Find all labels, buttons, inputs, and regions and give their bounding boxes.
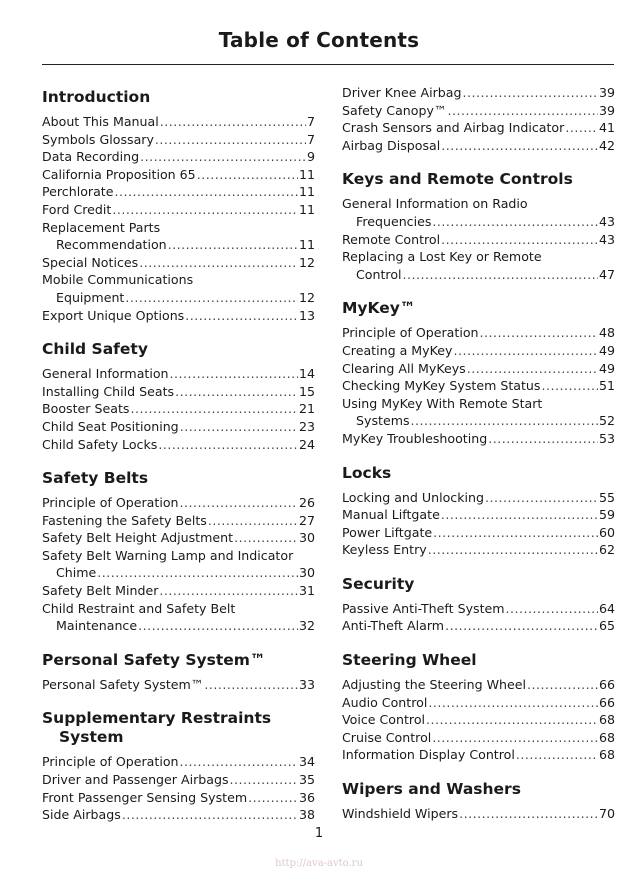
toc-entry-page-number: 31 — [298, 583, 315, 599]
toc-entry[interactable] — [42, 113, 315, 131]
dot-leader — [506, 600, 598, 618]
dot-leader — [488, 430, 598, 448]
toc-entry[interactable] — [342, 746, 615, 764]
toc-entry[interactable] — [342, 248, 615, 283]
section-heading — [342, 780, 615, 799]
section-heading-line: MyKey™ — [342, 299, 416, 318]
toc-entry-page-number: 55 — [598, 489, 615, 505]
toc-entry-title: Passive Anti-Theft System — [342, 600, 505, 616]
dot-leader — [467, 360, 598, 378]
dot-leader — [125, 289, 298, 307]
toc-entry-page-number: 12 — [298, 289, 315, 305]
toc-entry-page-number: 47 — [598, 266, 615, 282]
dot-leader — [130, 400, 298, 418]
dot-leader — [138, 617, 298, 635]
toc-entry-page-number: 7 — [306, 114, 315, 129]
toc-entry-title: Export Unique Options — [42, 307, 185, 323]
toc-entry-title: Fastening the Safety Belts — [42, 512, 207, 528]
toc-entry[interactable] — [342, 541, 615, 559]
toc-section-safety-belts — [42, 469, 315, 635]
toc-entry-title: Personal Safety System™ — [42, 676, 204, 692]
dot-leader — [180, 494, 298, 512]
toc-entry-title: Locking and Unlocking — [342, 489, 484, 505]
toc-entry[interactable] — [342, 489, 615, 507]
toc-entry[interactable] — [342, 377, 615, 395]
dot-leader — [448, 102, 598, 120]
section-heading — [342, 299, 615, 318]
toc-entry-title: Audio Control — [342, 694, 428, 710]
toc-entry-title: Frequencies — [356, 213, 432, 229]
toc-entry-page-number: 14 — [298, 366, 315, 382]
toc-entry-title: Information Display Control — [342, 747, 515, 763]
section-heading — [42, 88, 315, 107]
toc-entry[interactable] — [42, 582, 315, 600]
toc-entry[interactable] — [342, 231, 615, 249]
toc-entry[interactable] — [42, 676, 315, 694]
toc-entry[interactable] — [42, 254, 315, 272]
toc-entry-title-line1: Child Restraint and Safety Belt — [42, 600, 236, 616]
toc-entry-page-number: 59 — [598, 507, 615, 523]
toc-entry-page-number: 9 — [306, 149, 315, 165]
toc-entry-title: Installing Child Seats — [42, 383, 175, 399]
toc-entry[interactable] — [42, 166, 315, 184]
toc-entry[interactable] — [342, 102, 615, 120]
toc-entry[interactable] — [42, 753, 315, 771]
toc-left-column — [42, 84, 315, 840]
toc-section-introduction — [42, 88, 315, 324]
toc-entry-title: Control — [356, 266, 402, 282]
dot-leader — [122, 806, 298, 824]
toc-entry[interactable] — [42, 600, 315, 635]
dot-leader — [234, 529, 298, 547]
toc-entry-title: Ford Credit — [42, 201, 112, 217]
toc-entry[interactable] — [42, 547, 315, 582]
dot-leader — [411, 412, 598, 430]
dot-leader — [432, 213, 598, 231]
dot-leader — [139, 254, 298, 272]
toc-entry-page-number: 34 — [298, 754, 315, 770]
toc-entry-title: Cruise Control — [342, 729, 432, 745]
toc-entry[interactable] — [42, 307, 315, 325]
toc-entry-page-number: 7 — [306, 131, 315, 147]
dot-leader — [112, 201, 298, 219]
dot-leader — [516, 746, 598, 764]
toc-entry[interactable] — [342, 195, 615, 230]
toc-section-steering-wheel — [342, 651, 615, 764]
section-heading-line: System — [59, 728, 124, 747]
toc-entry-title: Front Passenger Sensing System — [42, 789, 248, 805]
dot-leader — [208, 512, 298, 530]
toc-entry-page-number: 39 — [598, 85, 615, 100]
dot-leader — [432, 729, 598, 747]
toc-entry[interactable] — [342, 617, 615, 635]
toc-entry-page-number: 41 — [598, 120, 615, 136]
toc-entry[interactable] — [42, 400, 315, 418]
dot-leader — [565, 119, 598, 137]
toc-entry-page-number: 43 — [598, 213, 615, 229]
dot-leader — [175, 383, 298, 401]
dot-leader — [459, 805, 598, 823]
section-heading — [42, 709, 315, 747]
toc-entry-page-number: 38 — [298, 807, 315, 823]
toc-entry-title: Safety Belt Height Adjustment — [42, 530, 234, 546]
toc-entry[interactable] — [42, 183, 315, 201]
toc-entry-page-number: 15 — [298, 383, 315, 399]
toc-entry-title: Booster Seats — [42, 401, 130, 417]
toc-entry[interactable] — [42, 806, 315, 824]
toc-entry-page-number: 65 — [598, 618, 615, 634]
section-heading — [342, 575, 615, 594]
section-heading — [42, 651, 315, 670]
toc-entry-title-line1: Safety Belt Warning Lamp and Indicator — [42, 547, 294, 563]
dot-leader — [527, 676, 598, 694]
toc-entry-title: Anti-Theft Alarm — [342, 618, 445, 634]
section-heading — [42, 340, 315, 359]
toc-entry[interactable] — [342, 805, 615, 823]
dot-leader — [185, 307, 298, 325]
toc-entry-title: Checking MyKey System Status — [342, 378, 541, 394]
toc-entry-page-number: 26 — [298, 495, 315, 511]
toc-entry[interactable] — [342, 676, 615, 694]
toc-entry-title: About This Manual — [42, 114, 159, 129]
toc-entry-title: Principle of Operation — [42, 495, 179, 511]
section-heading-line: Steering Wheel — [342, 651, 477, 670]
toc-entry-title: Data Recording — [42, 149, 140, 165]
toc-entry-title: Adjusting the Steering Wheel — [342, 677, 527, 693]
toc-entry[interactable] — [342, 506, 615, 524]
toc-section-child-safety — [42, 340, 315, 453]
dot-leader — [248, 789, 298, 807]
toc-entry-title-line1: Replacement Parts — [42, 219, 161, 235]
toc-entry-page-number: 35 — [298, 772, 315, 788]
toc-entry-title: General Information — [42, 366, 169, 382]
toc-entry-title-line1: Using MyKey With Remote Start — [342, 395, 543, 411]
dot-leader — [180, 418, 298, 436]
toc-entry[interactable] — [342, 524, 615, 542]
dot-leader — [180, 753, 298, 771]
toc-entry-title: Child Seat Positioning — [42, 418, 179, 434]
toc-entry-title: Chime — [56, 565, 97, 581]
toc-entry-title: Power Liftgate — [342, 524, 433, 540]
toc-entry-title: Recommendation — [56, 237, 167, 253]
dot-leader — [159, 582, 298, 600]
toc-entry[interactable] — [342, 360, 615, 378]
dot-leader — [433, 524, 598, 542]
toc-entry[interactable] — [42, 148, 315, 166]
section-heading-line: Wipers and Washers — [342, 780, 521, 799]
toc-entry[interactable] — [42, 771, 315, 789]
dot-leader — [426, 711, 598, 729]
toc-entry-page-number: 36 — [298, 789, 315, 805]
page-number: 1 — [314, 826, 324, 841]
dot-leader — [158, 436, 298, 454]
toc-entry[interactable] — [42, 512, 315, 530]
toc-entry[interactable] — [342, 395, 615, 430]
toc-entry[interactable] — [42, 271, 315, 306]
toc-entry-title: Windshield Wipers — [342, 806, 459, 822]
toc-entry-page-number: 68 — [598, 729, 615, 745]
dot-leader — [441, 506, 598, 524]
toc-entry-page-number: 70 — [598, 806, 615, 822]
toc-entry-page-number: 49 — [598, 342, 615, 358]
toc-entry[interactable] — [42, 219, 315, 254]
toc-entry-title: Systems — [356, 413, 410, 429]
toc-entry-title: Safety Belt Minder — [42, 583, 159, 599]
toc-entry-page-number: 39 — [598, 102, 615, 118]
toc-entry-title: Principle of Operation — [342, 325, 479, 341]
toc-entry-page-number: 27 — [298, 512, 315, 528]
toc-entry[interactable] — [342, 694, 615, 712]
toc-entry-page-number: 60 — [598, 524, 615, 540]
toc-entry-page-number: 68 — [598, 712, 615, 728]
toc-entry-title: Driver Knee Airbag — [342, 85, 462, 100]
section-heading-line: Introduction — [42, 88, 151, 106]
toc-entry-title: Creating a MyKey — [342, 342, 453, 358]
toc-entry-title: Driver and Passenger Airbags — [42, 772, 229, 788]
dot-leader — [168, 236, 298, 254]
toc-entry-page-number: 32 — [298, 618, 315, 634]
dot-leader — [463, 84, 598, 102]
dot-leader — [197, 166, 298, 184]
toc-entry-title: Safety Canopy™ — [342, 102, 447, 118]
section-heading-line: Personal Safety System™ — [42, 650, 266, 669]
toc-entry-page-number: 43 — [598, 231, 615, 247]
toc-entry-page-number: 11 — [298, 201, 315, 217]
toc-entry-page-number: 42 — [598, 137, 615, 153]
dot-leader — [428, 541, 598, 559]
toc-entry-title: Clearing All MyKeys — [342, 360, 466, 376]
dot-leader — [115, 183, 298, 201]
section-heading-line: Supplementary Restraints — [42, 709, 272, 728]
toc-entry-page-number: 30 — [298, 565, 315, 581]
toc-entry-title: Equipment — [56, 289, 125, 305]
section-heading-line: Security — [342, 574, 415, 593]
dot-leader — [160, 113, 306, 131]
toc-entry[interactable] — [42, 383, 315, 401]
toc-entry-title-line1: General Information on Radio — [342, 196, 528, 212]
page-title: Table of Contents — [218, 28, 420, 52]
toc-entry-page-number: 64 — [598, 600, 615, 616]
dot-leader — [445, 617, 598, 635]
dot-leader — [441, 231, 598, 249]
dot-leader — [155, 131, 306, 149]
toc-entry-title: Special Notices — [42, 254, 139, 270]
toc-entry-title-line1: Replacing a Lost Key or Remote — [342, 249, 542, 265]
toc-entry-title: Keyless Entry — [342, 542, 427, 558]
dot-leader — [480, 324, 598, 342]
dot-leader — [97, 564, 298, 582]
toc-section-supplementary-restraints — [42, 709, 315, 823]
toc-section-wipers-and-washers — [342, 780, 615, 823]
dot-leader — [453, 342, 598, 360]
toc-entry-page-number: 68 — [598, 747, 615, 763]
toc-entry-title: Perchlorate — [42, 184, 114, 200]
toc-entry[interactable] — [342, 119, 615, 137]
toc-entry-title: Manual Liftgate — [342, 507, 440, 523]
toc-entry-page-number: 12 — [298, 254, 315, 270]
toc-section-personal-safety-system — [42, 651, 315, 694]
toc-entry[interactable] — [342, 342, 615, 360]
footer-url[interactable]: http://ava-avto.ru — [275, 858, 363, 869]
toc-entry-page-number: 23 — [298, 418, 315, 434]
toc-entry-title: Airbag Disposal — [342, 137, 441, 153]
dot-leader — [403, 266, 598, 284]
toc-entry-page-number: 11 — [298, 166, 315, 182]
section-heading-line: Locks — [342, 463, 392, 482]
toc-entry-page-number: 48 — [598, 325, 615, 341]
toc-entry-page-number: 21 — [298, 401, 315, 417]
toc-entry-page-number: 11 — [298, 237, 315, 253]
toc-entry-title: Remote Control — [342, 231, 441, 247]
section-heading — [342, 170, 615, 189]
section-heading-line: Keys and Remote Controls — [342, 170, 573, 189]
title-divider — [42, 64, 614, 65]
dot-leader — [204, 676, 298, 694]
toc-entry-title: MyKey Troubleshooting — [342, 430, 488, 446]
dot-leader — [485, 489, 598, 507]
toc-entry-title: Maintenance — [56, 618, 138, 634]
toc-entry-page-number: 66 — [598, 694, 615, 710]
section-heading — [342, 651, 615, 670]
toc-entry[interactable] — [42, 131, 315, 149]
toc-entry[interactable] — [42, 789, 315, 807]
toc-entry-title: Child Safety Locks — [42, 436, 158, 452]
dot-leader — [170, 365, 298, 383]
toc-entry-page-number: 62 — [598, 542, 615, 558]
toc-entry-page-number: 13 — [298, 307, 315, 323]
toc-entry[interactable] — [42, 418, 315, 436]
toc-entry[interactable] — [342, 711, 615, 729]
toc-entry[interactable] — [42, 436, 315, 454]
section-heading — [42, 469, 315, 488]
toc-entry-page-number: 51 — [598, 378, 615, 394]
section-heading-line: Child Safety — [42, 340, 148, 359]
toc-entry[interactable] — [342, 729, 615, 747]
toc-entry[interactable] — [342, 600, 615, 618]
section-heading-line: Safety Belts — [42, 469, 149, 488]
toc-entry-title: Voice Control — [342, 712, 426, 728]
toc-entry-title: Symbols Glossary — [42, 131, 154, 147]
toc-entry[interactable] — [342, 324, 615, 342]
toc-entry[interactable] — [342, 84, 615, 102]
toc-section-continued — [342, 84, 615, 154]
dot-leader — [140, 148, 306, 166]
toc-entry[interactable] — [42, 529, 315, 547]
dot-leader — [441, 137, 598, 155]
toc-entry-title-line1: Mobile Communications — [42, 272, 194, 288]
toc-section-locks — [342, 464, 615, 559]
toc-entry-page-number: 24 — [298, 436, 315, 452]
toc-entry-page-number: 53 — [598, 430, 615, 446]
dot-leader — [541, 377, 598, 395]
toc-entry-title: California Proposition 65 — [42, 166, 196, 182]
toc-entry[interactable] — [42, 201, 315, 219]
toc-entry[interactable] — [42, 365, 315, 383]
toc-entry-page-number: 49 — [598, 360, 615, 376]
toc-section-security — [342, 575, 615, 635]
toc-entry[interactable] — [342, 137, 615, 155]
toc-right-column — [342, 84, 615, 839]
toc-entry-title: Principle of Operation — [42, 754, 179, 770]
section-heading — [342, 464, 615, 483]
toc-section-mykey — [342, 299, 615, 447]
toc-section-keys-and-remote-controls — [342, 170, 615, 283]
toc-entry-page-number: 30 — [298, 530, 315, 546]
toc-entry-title: Side Airbags — [42, 807, 121, 823]
dot-leader — [230, 771, 298, 789]
toc-entry-page-number: 11 — [298, 184, 315, 200]
dot-leader — [428, 694, 598, 712]
toc-entry-page-number: 66 — [598, 677, 615, 693]
toc-entry-page-number: 52 — [598, 413, 615, 429]
toc-entry[interactable] — [42, 494, 315, 512]
toc-entry-page-number: 33 — [298, 676, 315, 692]
toc-entry-title: Crash Sensors and Airbag Indicator — [342, 120, 565, 136]
toc-entry[interactable] — [342, 430, 615, 448]
